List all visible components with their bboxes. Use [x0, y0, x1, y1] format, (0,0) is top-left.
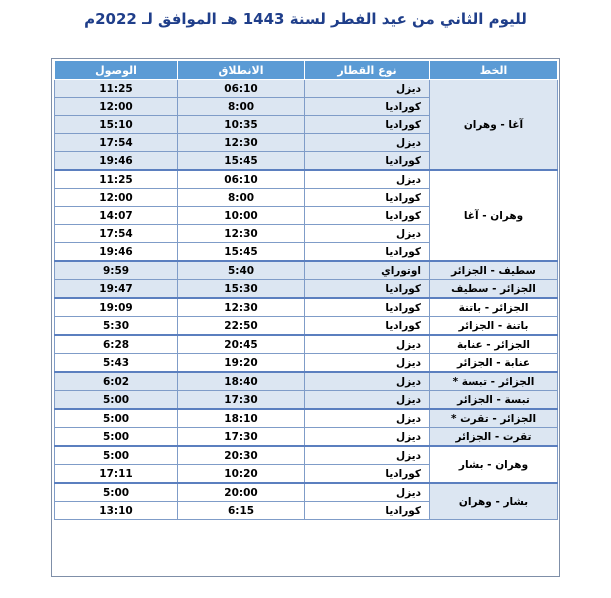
table-row — [55, 428, 558, 447]
route-cell: وهران - آغا — [430, 170, 558, 261]
departure-cell: 12:30 — [178, 225, 305, 243]
train-type-cell: ديزل — [305, 134, 430, 152]
train-type-cell: ديزل — [305, 170, 430, 189]
table-row — [55, 335, 558, 354]
train-type-cell: كوراديا — [305, 152, 430, 171]
arrival-cell: 19:47 — [55, 280, 178, 299]
arrival-cell: 5:00 — [55, 483, 178, 502]
arrival-cell: 13:10 — [55, 502, 178, 520]
route-group — [55, 170, 558, 261]
table-row — [55, 391, 558, 410]
departure-cell: 12:30 — [178, 134, 305, 152]
route-cell: عنابة - الجزائر — [430, 354, 558, 373]
table-row — [55, 354, 558, 373]
departure-cell: 10:35 — [178, 116, 305, 134]
route-cell: الجزائر - تقرت * — [430, 409, 558, 428]
table-row — [55, 170, 558, 189]
route-cell: تبسة - الجزائر — [430, 391, 558, 410]
table-row — [55, 280, 558, 299]
departure-cell: 8:00 — [178, 189, 305, 207]
arrival-cell: 17:11 — [55, 465, 178, 484]
arrival-cell: 5:30 — [55, 317, 178, 336]
train-type-cell: كوراديا — [305, 98, 430, 116]
train-type-cell: كوراديا — [305, 116, 430, 134]
route-group — [55, 372, 558, 409]
route-cell: الجزائر - تبسة * — [430, 372, 558, 391]
departure-cell: 15:45 — [178, 243, 305, 262]
arrival-cell: 15:10 — [55, 116, 178, 134]
arrival-cell: 6:02 — [55, 372, 178, 391]
departure-cell: 19:20 — [178, 354, 305, 373]
departure-cell: 15:45 — [178, 152, 305, 171]
train-type-cell: ديزل — [305, 225, 430, 243]
table-row — [55, 483, 558, 502]
arrival-cell: 5:00 — [55, 446, 178, 465]
train-schedule-table — [54, 60, 558, 520]
departure-cell: 18:40 — [178, 372, 305, 391]
departure-cell: 06:10 — [178, 170, 305, 189]
departure-cell: 8:00 — [178, 98, 305, 116]
train-type-cell: ديزل — [305, 80, 430, 98]
route-cell: الجزائر - باتنة — [430, 298, 558, 317]
departure-cell: 17:30 — [178, 428, 305, 447]
route-cell: تقرت - الجزائر — [430, 428, 558, 447]
departure-cell: 18:10 — [178, 409, 305, 428]
departure-cell: 10:20 — [178, 465, 305, 484]
train-type-cell: ديزل — [305, 428, 430, 447]
arrival-cell: 11:25 — [55, 170, 178, 189]
arrival-cell: 19:46 — [55, 243, 178, 262]
arrival-cell: 11:25 — [55, 80, 178, 98]
route-cell: سطيف - الجزائر — [430, 261, 558, 280]
table-row — [55, 372, 558, 391]
arrival-cell: 5:43 — [55, 354, 178, 373]
train-type-cell: كوراديا — [305, 317, 430, 336]
route-group — [55, 446, 558, 483]
route-cell: بشار - وهران — [430, 483, 558, 520]
train-type-cell: ديزل — [305, 372, 430, 391]
route-group — [55, 261, 558, 298]
table-row — [55, 446, 558, 465]
arrival-cell: 19:46 — [55, 152, 178, 171]
route-cell: الجزائر - عنابة — [430, 335, 558, 354]
train-type-cell: ديزل — [305, 354, 430, 373]
route-group — [55, 409, 558, 446]
train-type-cell: كوراديا — [305, 465, 430, 484]
arrival-cell: 6:28 — [55, 335, 178, 354]
table-row — [55, 80, 558, 98]
train-type-cell: كوراديا — [305, 298, 430, 317]
arrival-cell: 14:07 — [55, 207, 178, 225]
page-title: لليوم الثاني من عيد الفطر لسنة 1443 هـ الموافق لـ 2022م — [84, 10, 527, 28]
departure-cell: 06:10 — [178, 80, 305, 98]
arrival-cell: 19:09 — [55, 298, 178, 317]
train-type-cell: كوراديا — [305, 280, 430, 299]
train-type-cell: كوراديا — [305, 243, 430, 262]
train-type-cell: كوراديا — [305, 207, 430, 225]
train-type-cell: ديزل — [305, 483, 430, 502]
route-cell: وهران - بشار — [430, 446, 558, 483]
route-group — [55, 80, 558, 171]
route-cell: آغا - وهران — [430, 80, 558, 171]
arrival-cell: 17:54 — [55, 225, 178, 243]
route-cell: الجزائر - سطيف — [430, 280, 558, 299]
route-group — [55, 483, 558, 520]
departure-cell: 5:40 — [178, 261, 305, 280]
departure-cell: 20:00 — [178, 483, 305, 502]
table-row — [55, 261, 558, 280]
arrival-cell: 12:00 — [55, 98, 178, 116]
header-arrival: الوصول — [55, 61, 178, 80]
arrival-cell: 5:00 — [55, 409, 178, 428]
departure-cell: 15:30 — [178, 280, 305, 299]
departure-cell: 17:30 — [178, 391, 305, 410]
departure-cell: 22:50 — [178, 317, 305, 336]
header-departure: الانطلاق — [178, 61, 305, 80]
table-row — [55, 298, 558, 317]
train-type-cell: كوراديا — [305, 189, 430, 207]
train-type-cell: ديزل — [305, 335, 430, 354]
route-group — [55, 298, 558, 335]
header-row — [55, 61, 558, 80]
table-row — [55, 317, 558, 336]
route-cell: باتنة - الجزائر — [430, 317, 558, 336]
route-group — [55, 335, 558, 372]
train-type-cell: كوراديا — [305, 502, 430, 520]
table-row — [55, 409, 558, 428]
arrival-cell: 9:59 — [55, 261, 178, 280]
departure-cell: 20:45 — [178, 335, 305, 354]
arrival-cell: 17:54 — [55, 134, 178, 152]
header-line: الخط — [430, 61, 558, 80]
header-train-type: نوع القطار — [305, 61, 430, 80]
departure-cell: 12:30 — [178, 298, 305, 317]
arrival-cell: 12:00 — [55, 189, 178, 207]
train-type-cell: اوتوراي — [305, 261, 430, 280]
train-type-cell: ديزل — [305, 409, 430, 428]
arrival-cell: 5:00 — [55, 391, 178, 410]
train-type-cell: ديزل — [305, 446, 430, 465]
departure-cell: 6:15 — [178, 502, 305, 520]
departure-cell: 10:00 — [178, 207, 305, 225]
departure-cell: 20:30 — [178, 446, 305, 465]
arrival-cell: 5:00 — [55, 428, 178, 447]
train-type-cell: ديزل — [305, 391, 430, 410]
